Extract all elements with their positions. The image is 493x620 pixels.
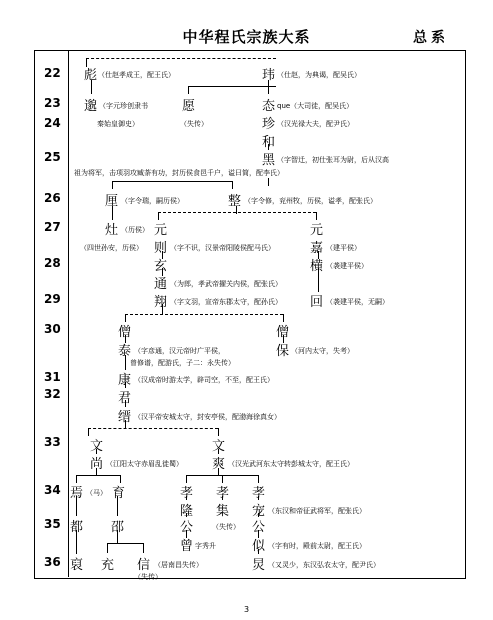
- page-number: 3: [243, 605, 250, 614]
- person-description: （历侯）: [121, 226, 149, 234]
- person-description: （汉光禄大夫，配尹氏）: [277, 120, 354, 128]
- generation-number: 24: [44, 116, 61, 130]
- generation-number: 26: [44, 191, 61, 205]
- lineage-line: [188, 86, 276, 87]
- person-name: 孝: [180, 486, 194, 501]
- person-name: 邵: [111, 520, 125, 535]
- person-description: （四世孙安，历侯）: [80, 244, 143, 252]
- generation-number: 33: [44, 435, 61, 449]
- person-name: 缙: [118, 410, 132, 425]
- person-description: 秦始皇御史）: [97, 120, 139, 128]
- person-name: 焉: [70, 486, 84, 501]
- generation-number: 32: [44, 387, 61, 401]
- generation-number: 34: [44, 483, 61, 497]
- generation-number: 29: [44, 292, 61, 306]
- generation-column-divider: [68, 50, 69, 577]
- person-name: 保: [276, 344, 290, 359]
- person-description: que（大司徒，配吴氏）: [277, 102, 354, 110]
- person-name: 横: [310, 259, 324, 274]
- person-name: 黑: [262, 153, 276, 168]
- person-name: 君: [118, 391, 132, 406]
- person-description: （失传）: [134, 573, 162, 581]
- person-description: （汉光武河东太守转彭城太守，配王氏）: [228, 460, 354, 468]
- person-name: 充: [101, 558, 115, 573]
- lineage-line: [112, 181, 232, 182]
- person-description: （袭建平侯）: [326, 262, 368, 270]
- lineage-line: [143, 543, 144, 553]
- lineage-line: [232, 181, 233, 189]
- person-description: （河内太守，失考）: [291, 347, 354, 355]
- lineage-line: [158, 212, 316, 213]
- person-name: 康: [118, 373, 132, 388]
- person-description: （字文羽，宣帝东郡太守，配孙氏）: [170, 298, 282, 306]
- person-description: 字秀升: [195, 542, 216, 550]
- person-name: 曾: [180, 539, 194, 554]
- person-description: （字令瑞，嗣历侯）: [121, 197, 184, 205]
- person-description: （仕赵孝成王，配王氏）: [98, 71, 175, 79]
- person-description: （字元珍创隶书: [99, 102, 148, 110]
- generation-number: 36: [44, 555, 61, 569]
- person-name: 文: [212, 439, 226, 454]
- person-name: 育: [112, 486, 126, 501]
- person-name: 爽: [212, 457, 226, 472]
- lineage-line: [107, 543, 143, 544]
- person-description: （失传）: [212, 523, 240, 531]
- person-name: 泰: [118, 344, 132, 359]
- lineage-line: [268, 178, 269, 186]
- generation-number: 30: [44, 322, 61, 336]
- person-name: 玮: [262, 68, 276, 83]
- person-name: 孝: [252, 486, 266, 501]
- person-name: 彪: [84, 68, 98, 83]
- person-name: 裒: [70, 558, 84, 573]
- page-title: 中华程氏宗族大系: [182, 28, 311, 46]
- person-description: （字令修，兖州牧，历侯，谥孝，配张氏）: [244, 197, 377, 205]
- generation-number: 28: [44, 256, 61, 270]
- person-name: 集: [216, 504, 230, 519]
- person-name: 邈: [84, 99, 98, 114]
- lineage-line: [125, 314, 283, 315]
- person-description: （江阳太守赤眉乱徙蜀）: [106, 460, 183, 468]
- lineage-line: [188, 86, 189, 94]
- person-name: 文: [90, 439, 104, 454]
- person-name: 元: [310, 223, 324, 238]
- person-description: （建平侯）: [326, 244, 361, 252]
- person-name: 嘉: [310, 241, 324, 256]
- person-description: （字彦通，汉元帝时广平侯，: [134, 347, 225, 355]
- person-description: （马）: [86, 489, 107, 497]
- person-description: （汉成帝时游太学，辟司空，不至，配王氏）: [134, 376, 274, 384]
- person-description: （字有时，殿前太尉，配王氏）: [268, 542, 366, 550]
- person-name: 僧: [118, 325, 132, 340]
- person-name: 灶: [105, 223, 119, 238]
- section-label: 总系: [413, 30, 449, 46]
- person-description: （失传）: [180, 120, 208, 128]
- person-name: 炅: [252, 558, 266, 573]
- person-name: 公: [252, 520, 266, 535]
- person-name: 公: [180, 520, 194, 535]
- lineage-line: [88, 428, 89, 436]
- person-name: 元: [154, 223, 168, 238]
- person-description: （仕赵，为典谒，配吴氏）: [277, 71, 361, 79]
- person-name: 愿: [182, 99, 196, 114]
- lineage-line: [112, 181, 113, 189]
- person-description: （汉平帝安城太守，封安亭侯，配渤海徐真女）: [134, 413, 281, 421]
- person-name: 孝: [216, 486, 230, 501]
- lineage-line: [76, 475, 120, 476]
- lineage-line: [88, 428, 218, 429]
- person-description: 祖为将军，击项羽攻臧荼有功，封历侯食邑千户，谥曰简，配李氏）: [74, 169, 284, 177]
- lineage-line: [86, 58, 276, 59]
- person-description: （字智迁，初仕张耳为尉，后从汉高: [277, 156, 389, 164]
- person-name: 回: [310, 295, 324, 310]
- lineage-line: [107, 543, 108, 553]
- person-name: 似: [252, 539, 266, 554]
- generation-number: 31: [44, 370, 61, 384]
- person-name: 僧: [276, 325, 290, 340]
- person-name: 信: [137, 558, 151, 573]
- person-name: 珍: [262, 117, 276, 132]
- generation-number: 23: [44, 96, 61, 110]
- person-name: 隆: [180, 504, 194, 519]
- person-name: 和: [262, 135, 276, 150]
- person-description: （字不识，汉景帝阳陵侯配马氏）: [170, 244, 275, 252]
- person-description: （又灵少，东汉弘农太守，配尹氏）: [268, 561, 380, 569]
- generation-number: 25: [44, 150, 61, 164]
- person-name: 态: [262, 99, 276, 114]
- person-name: 翔: [154, 295, 168, 310]
- person-name: 玄: [154, 259, 168, 274]
- person-name: 整: [228, 194, 242, 209]
- person-description: 曾修谱，配游氏，子二：永失传）: [130, 359, 235, 367]
- person-name: 尚: [90, 457, 104, 472]
- generation-number: 22: [44, 66, 61, 80]
- person-name: 都: [70, 520, 84, 535]
- generation-number: 35: [44, 517, 61, 531]
- person-description: （为郎，孝武帝擢关内侯，配张氏）: [170, 280, 282, 288]
- person-description: （东汉和帝征武将军，配张氏）: [268, 507, 366, 515]
- generation-number: 27: [44, 220, 61, 234]
- person-name: 宠: [252, 504, 266, 519]
- person-name: 则: [154, 241, 168, 256]
- person-description: （居南昌失传）: [154, 561, 203, 569]
- person-description: （袭建平侯，无嗣）: [326, 298, 389, 306]
- person-name: 厘: [105, 194, 119, 209]
- person-name: 通: [154, 277, 168, 292]
